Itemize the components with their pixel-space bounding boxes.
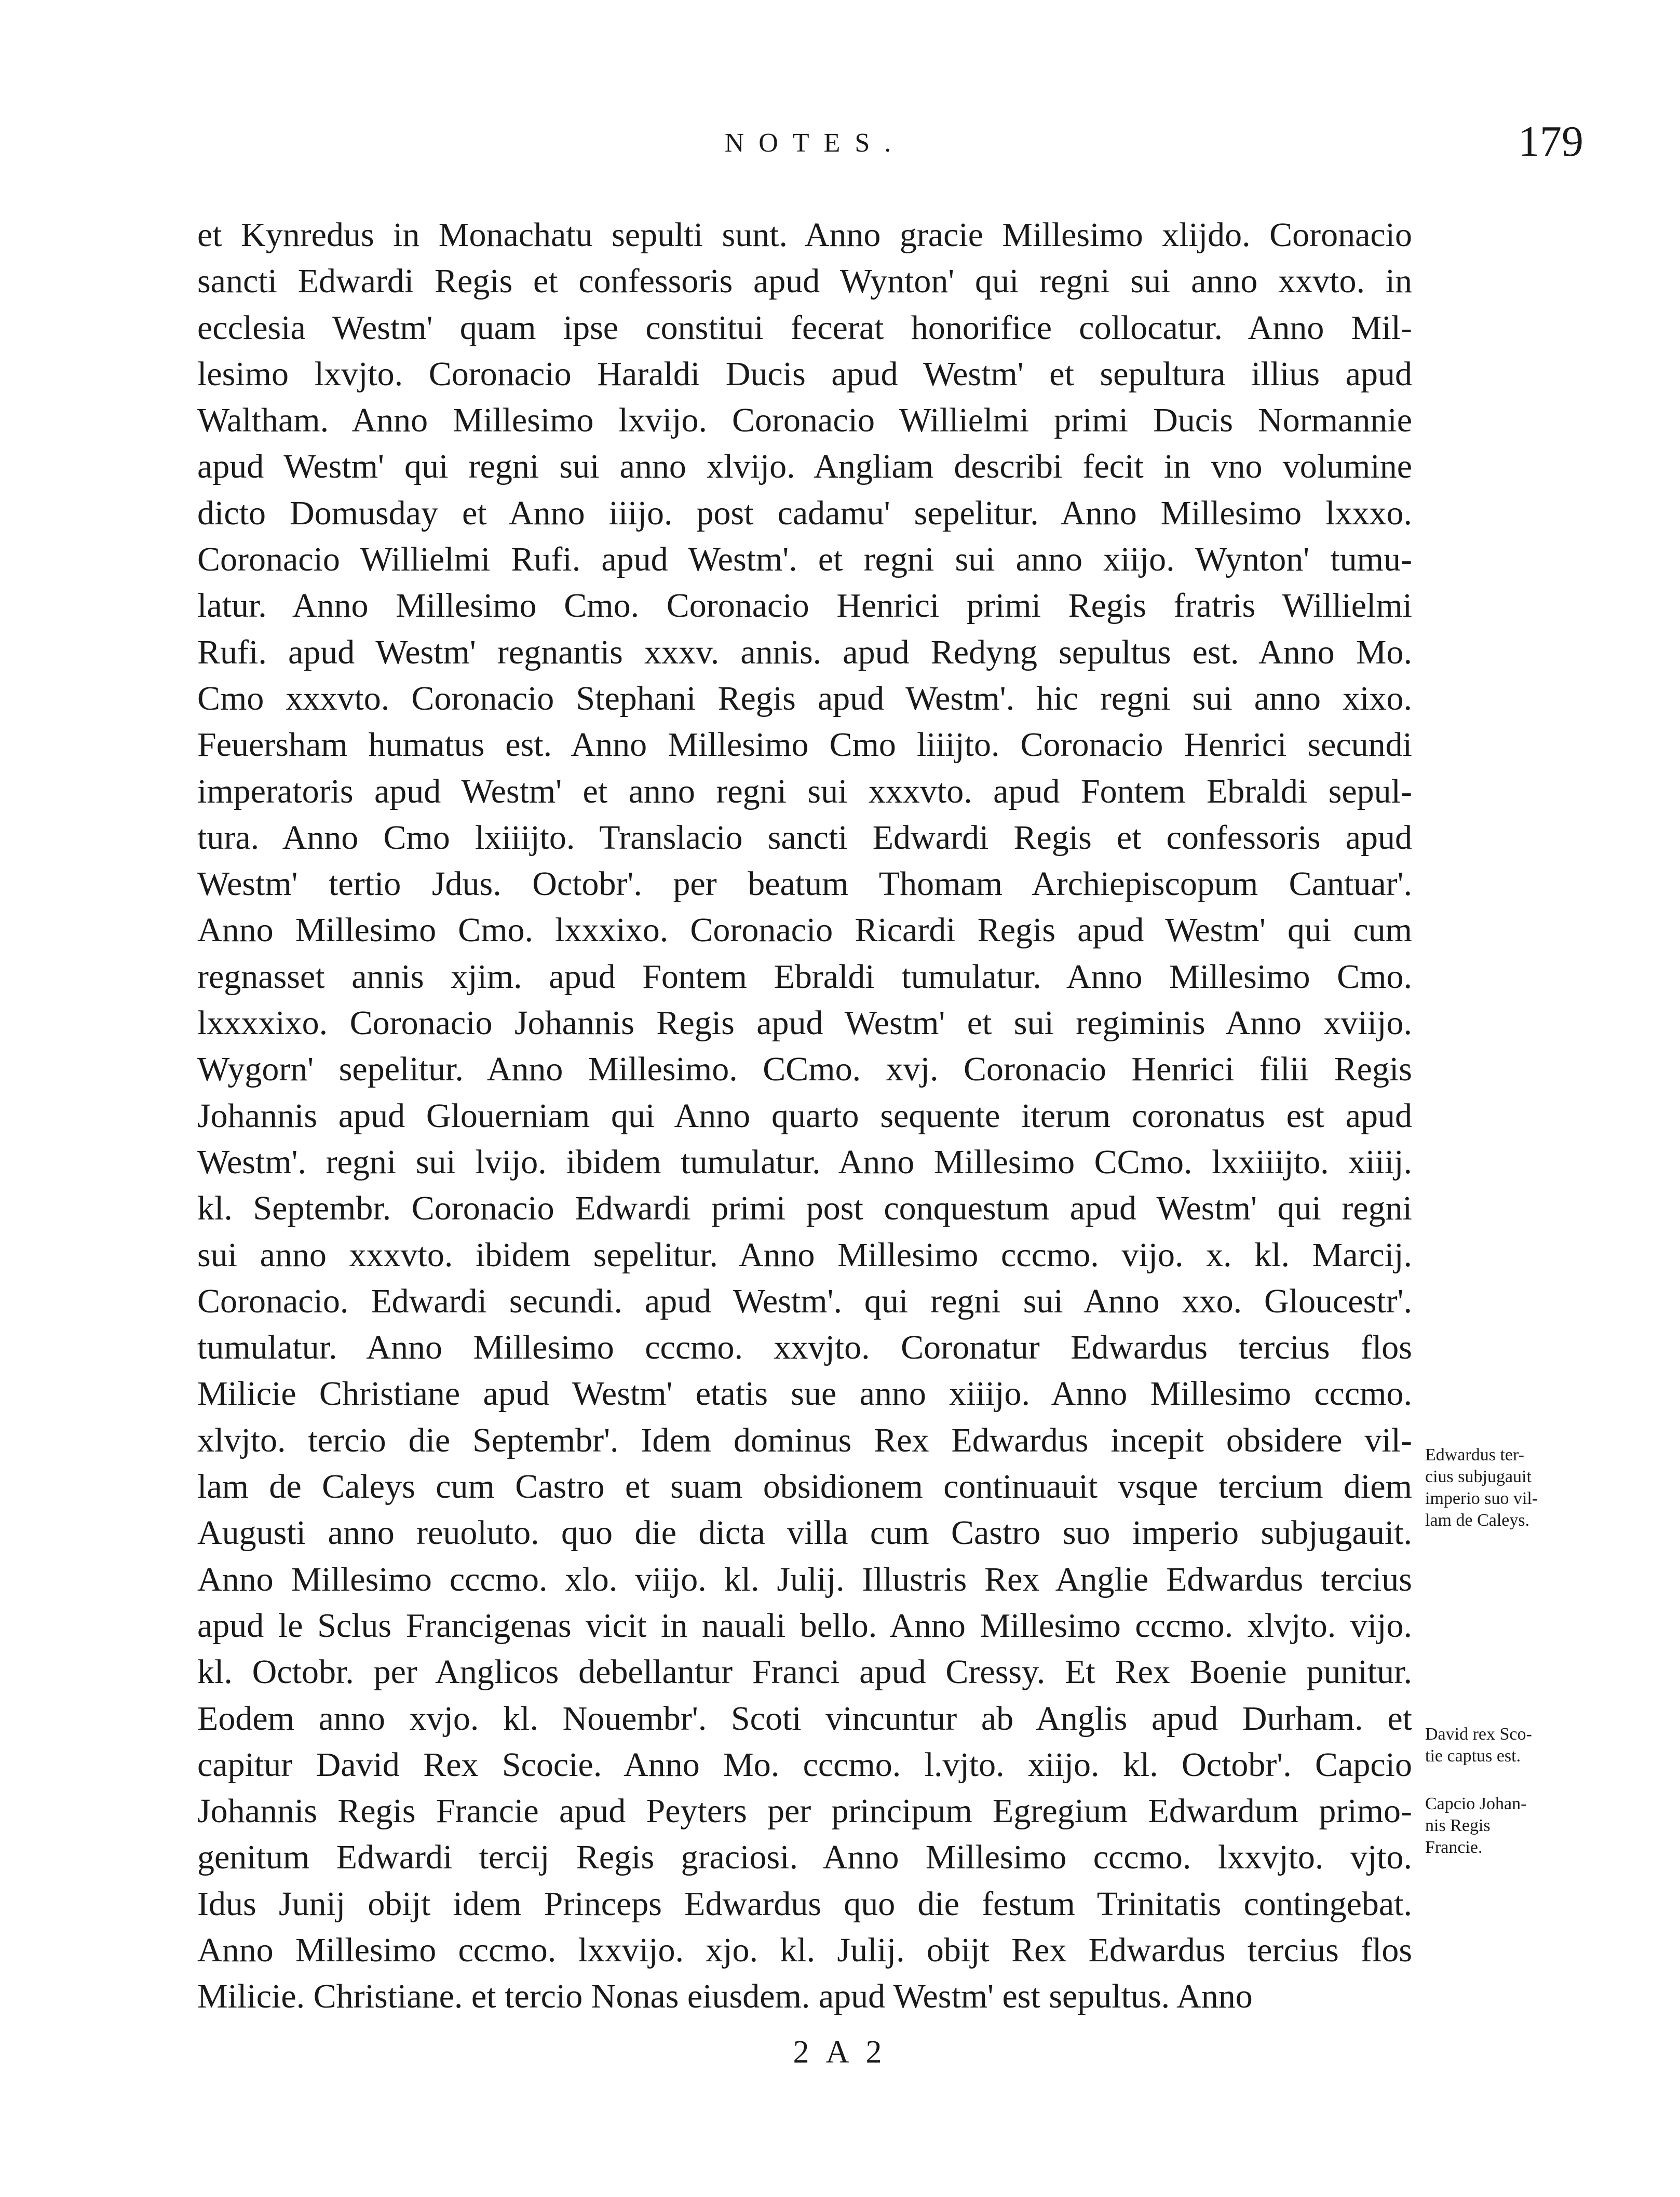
text-line: Coronacio Willielmi Rufi. apud Westm'. et regni sui anno xiijo. Wynton' tumu- — [197, 540, 1412, 579]
text-line: apud le Sclus Francigenas vicit in nauali bello. Anno Millesimo cccmo. xlvjto. vijo. — [197, 1606, 1412, 1645]
text-line: Augusti anno reuoluto. quo die dicta villa cum Castro suo imperio subjugauit. — [197, 1514, 1412, 1552]
text-line: lxxxxixo. Coronacio Johannis Regis apud Westm' et sui regiminis Anno xviijo. — [197, 1004, 1412, 1042]
text-line: sui anno xxxvto. ibidem sepelitur. Anno Millesimo cccmo. vijo. x. kl. Marcij. — [197, 1236, 1412, 1274]
body-text — [197, 212, 1412, 2020]
text-line: regnasset annis xjim. apud Fontem Ebraldi tumulatur. Anno Millesimo Cmo. — [197, 957, 1412, 996]
text-line: tura. Anno Cmo lxiiijto. Translacio sancti Edwardi Regis et confessoris apud — [197, 818, 1412, 857]
text-line: Waltham. Anno Millesimo lxvijo. Coronacio Willielmi primi Ducis Normannie — [197, 401, 1412, 440]
text-line: Wygorn' sepelitur. Anno Millesimo. CCmo. xvj. Coronacio Henrici filii Regis — [197, 1050, 1412, 1089]
text-line: Westm'. regni sui lvijo. ibidem tumulatur. Anno Millesimo CCmo. lxxiiijto. xiiij. — [197, 1143, 1412, 1181]
page-header — [197, 117, 1583, 180]
text-line: ecclesia Westm' quam ipse constitui fecerat honorifice collocatur. Anno Mil- — [197, 308, 1412, 347]
text-line: Anno Millesimo cccmo. lxxvijo. xjo. kl. Julij. obijt Rex Edwardus tercius flos — [197, 1931, 1412, 1969]
text-line: genitum Edwardi tercij Regis graciosi. Anno Millesimo cccmo. lxxvjto. vjto. — [197, 1838, 1412, 1877]
text-line: kl. Septembr. Coronacio Edwardi primi post conquestum apud Westm' qui regni — [197, 1189, 1412, 1228]
text-line: apud Westm' qui regni sui anno xlvijo. Angliam describi fecit in vno volumine — [197, 447, 1412, 486]
text-line: latur. Anno Millesimo Cmo. Coronacio Henrici primi Regis fratris Willielmi — [197, 587, 1412, 625]
text-line: Anno Millesimo Cmo. lxxxixo. Coronacio Ricardi Regis apud Westm' qui cum — [197, 911, 1412, 950]
signature-mark: 2 A 2 — [793, 2035, 887, 2070]
text-line: Milicie Christiane apud Westm' etatis sue anno xiiijo. Anno Millesimo cccmo. — [197, 1375, 1412, 1413]
text-line: Rufi. apud Westm' regnantis xxxv. annis. apud Redyng sepultus est. Anno Mo. — [197, 633, 1412, 671]
text-line: sancti Edwardi Regis et confessoris apud Wynton' qui regni sui anno xxvto. in — [197, 262, 1412, 301]
text-line: kl. Octobr. per Anglicos debellantur Franci apud Cressy. Et Rex Boenie punitur. — [197, 1653, 1412, 1691]
text-line: Anno Millesimo cccmo. xlo. viijo. kl. Julij. Illustris Rex Anglie Edwardus tercius — [197, 1560, 1412, 1598]
text-line: Milicie. Christiane. et tercio Nonas eiusdem. apud Westm' est sepultus. Anno — [197, 1977, 1253, 2016]
text-line: Idus Junij obijt idem Princeps Edwardus quo die festum Trinitatis contingebat. — [197, 1884, 1412, 1923]
text-line: Eodem anno xvjo. kl. Nouembr'. Scoti vincuntur ab Anglis apud Durham. et — [197, 1699, 1412, 1738]
text-line: Johannis apud Glouerniam qui Anno quarto sequente iterum coronatus est apud — [197, 1096, 1412, 1135]
text-line: capitur David Rex Scocie. Anno Mo. cccmo. l.vjto. xiijo. kl. Octobr'. Capcio — [197, 1745, 1412, 1784]
text-line: dicto Domusday et Anno iiijo. post cadamu' sepelitur. Anno Millesimo lxxxo. — [197, 494, 1412, 532]
margin-note-capcio: Capcio Johan- nis Regis Francie. — [1425, 1794, 1527, 1857]
text-line: xlvjto. tercio die Septembr'. Idem dominus Rex Edwardus incepit obsidere vil- — [197, 1421, 1412, 1459]
text-line: et Kynredus in Monachatu sepulti sunt. Anno gracie Millesimo xlijdo. Coronacio — [197, 216, 1412, 254]
text-line: Cmo xxxvto. Coronacio Stephani Regis apud Westm'. hic regni sui anno xixo. — [197, 679, 1412, 717]
margin-note-david: David rex Sco- tie captus est. — [1425, 1725, 1532, 1766]
margin-note-edwardus: Edwardus ter- cius subjugauit imperio suo vil- lam de Caleys. — [1425, 1445, 1538, 1530]
text-line: imperatoris apud Westm' et anno regni sui xxxvto. apud Fontem Ebraldi sepul- — [197, 772, 1412, 810]
text-line: Coronacio. Edwardi secundi. apud Westm'. qui regni sui Anno xxo. Gloucestr'. — [197, 1282, 1412, 1320]
text-line: lam de Caleys cum Castro et suam obsidionem continuauit vsque tercium diem — [197, 1468, 1412, 1506]
text-line: Feuersham humatus est. Anno Millesimo Cmo liiijto. Coronacio Henrici secundi — [197, 726, 1412, 764]
text-line: Westm' tertio Jdus. Octobr'. per beatum Thomam Archiepiscopum Cantuar'. — [197, 865, 1412, 903]
running-head: NOTES. — [724, 128, 906, 158]
text-line: Johannis Regis Francie apud Peyters per principum Egregium Edwardum primo- — [197, 1792, 1412, 1830]
page-number: 179 — [1518, 117, 1583, 166]
text-line: tumulatur. Anno Millesimo cccmo. xxvjto. Coronatur Edwardus tercius flos — [197, 1328, 1412, 1367]
text-line: lesimo lxvjto. Coronacio Haraldi Ducis apud Westm' et sepultura illius apud — [197, 355, 1412, 393]
